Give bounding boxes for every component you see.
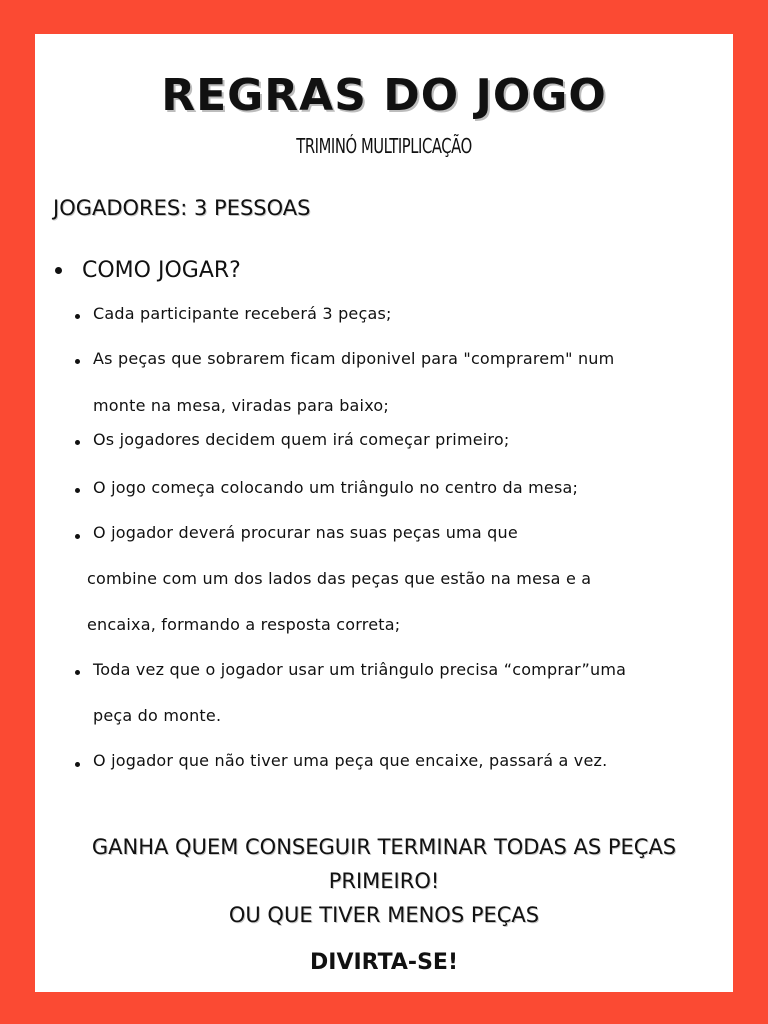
bullet-icon [75,488,80,493]
win-line: GANHA QUEM CONSEGUIR TERMINAR TODAS AS PEÇAS [91,835,677,859]
win-line: OU QUE TIVER MENOS PEÇAS [228,903,540,927]
rule-line: O jogo começa colocando um triângulo no centro da mesa; [93,478,579,497]
rule-line: Toda vez que o jogador usar um triângulo precisa “comprar”uma [93,660,627,679]
rule-line: O jogador deverá procurar nas suas peças uma que [93,523,518,542]
rule-line: As peças que sobrarem ficam diponivel para "comprarem" num [93,349,615,368]
how-to-play-heading [55,258,241,283]
closing-message: DIVIRTA-SE! [310,950,458,975]
rule-line: Os jogadores decidem quem irá começar primeiro; [93,430,510,449]
rule-line: combine com um dos lados das peças que estão na mesa e a [87,569,592,588]
rule-line: Cada participante receberá 3 peças; [93,304,392,323]
page-subtitle: TRIMINÓ MULTIPLICAÇÃO [296,134,472,158]
how-to-play-label: COMO JOGAR? [82,258,241,283]
rule-line: monte na mesa, viradas para baixo; [93,396,389,415]
bullet-icon [55,267,62,274]
bullet-icon [75,359,80,364]
players-heading: JOGADORES: 3 PESSOAS [53,196,311,220]
winning-condition [0,830,768,932]
bullet-icon [75,440,80,445]
bullet-icon [75,314,80,319]
win-line: PRIMEIRO! [328,869,440,893]
bullet-icon [75,534,80,539]
bullet-icon [75,670,80,675]
rule-line: encaixa, formando a resposta correta; [87,615,401,634]
page-title: REGRAS DO JOGO [161,70,607,121]
rule-line: O jogador que não tiver uma peça que encaixe, passará a vez. [93,751,608,770]
rule-line: peça do monte. [93,706,222,725]
bullet-icon [75,762,80,767]
